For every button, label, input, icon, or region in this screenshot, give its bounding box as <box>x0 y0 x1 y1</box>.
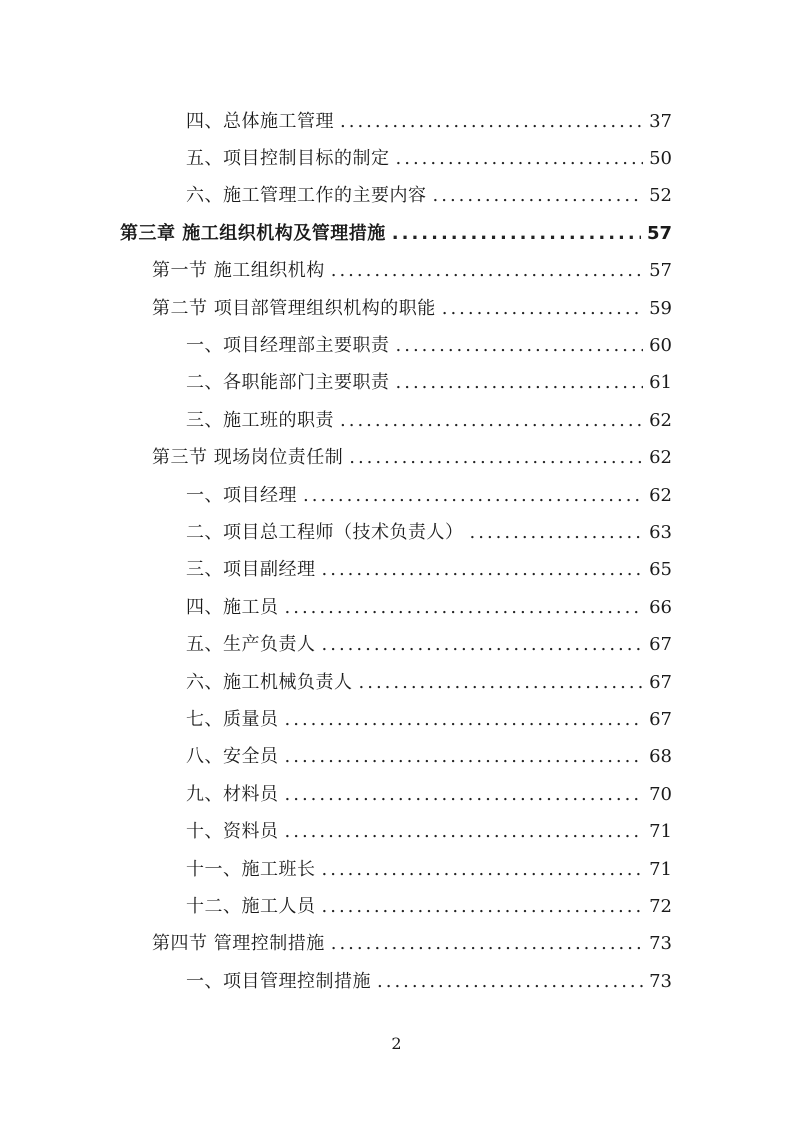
toc-entry-title: 一、项目经理 <box>186 484 297 506</box>
toc-entry-line <box>152 929 793 955</box>
toc-dot-leader <box>322 896 644 917</box>
toc-entry[interactable] <box>0 624 793 661</box>
toc-entry[interactable] <box>0 176 793 213</box>
toc-dot-leader <box>331 260 643 281</box>
toc-entry[interactable] <box>0 924 793 961</box>
toc-dot-leader <box>340 111 643 132</box>
toc-entry-line <box>186 107 793 133</box>
toc-entry[interactable] <box>0 363 793 400</box>
toc-entry-line <box>186 144 793 170</box>
toc-dot-leader <box>396 148 644 169</box>
toc-entry[interactable] <box>0 251 793 288</box>
toc-entry-line <box>186 780 793 806</box>
toc-entry-page: 65 <box>649 559 672 581</box>
toc-entry-line <box>120 219 793 245</box>
toc-entry-page: 37 <box>649 110 672 132</box>
toc-dot-leader <box>396 372 644 393</box>
toc-entry-page: 59 <box>649 297 672 319</box>
toc-entry[interactable] <box>0 138 793 175</box>
toc-entry-line <box>186 855 793 881</box>
toc-entry-page: 66 <box>649 596 672 618</box>
toc-entry-page: 57 <box>646 222 672 244</box>
toc-entry-title: 八、安全员 <box>186 746 279 768</box>
toc-entry[interactable] <box>0 475 793 512</box>
toc-entry-line <box>186 742 793 768</box>
toc-dot-leader <box>303 485 643 506</box>
toc-entry[interactable] <box>0 849 793 886</box>
toc-entry-title: 十、资料员 <box>186 821 279 843</box>
toc-entry[interactable] <box>0 400 793 437</box>
toc-entry-line <box>186 555 793 581</box>
toc-entry-title: 第二节 项目部管理组织机构的职能 <box>152 297 436 319</box>
toc-dot-leader <box>285 597 644 618</box>
toc-entry-line <box>186 705 793 731</box>
toc-entry-title: 一、项目管理控制措施 <box>186 970 371 992</box>
table-of-contents <box>0 101 793 998</box>
toc-dot-leader <box>285 784 644 805</box>
toc-entry-page: 67 <box>649 634 672 656</box>
toc-entry[interactable] <box>0 213 793 250</box>
toc-entry-title: 三、施工班的职责 <box>186 409 334 431</box>
toc-entry-title: 十一、施工班长 <box>186 858 316 880</box>
toc-entry-line <box>186 181 793 207</box>
toc-entry-page: 50 <box>649 148 672 170</box>
toc-dot-leader <box>285 746 644 767</box>
toc-dot-leader <box>470 522 644 543</box>
toc-entry-page: 68 <box>649 746 672 768</box>
toc-entry-line <box>186 630 793 656</box>
toc-entry-page: 71 <box>649 858 672 880</box>
toc-dot-leader <box>359 672 644 693</box>
toc-dot-leader <box>331 933 643 954</box>
toc-entry-title: 五、项目控制目标的制定 <box>186 148 390 170</box>
toc-entry-title: 第一节 施工组织机构 <box>152 260 325 282</box>
toc-entry-title: 二、项目总工程师（技术负责人） <box>186 521 464 543</box>
toc-entry-page: 67 <box>649 671 672 693</box>
toc-entry-line <box>152 443 793 469</box>
toc-entry-page: 73 <box>649 933 672 955</box>
toc-entry[interactable] <box>0 811 793 848</box>
toc-entry-page: 62 <box>649 484 672 506</box>
toc-dot-leader <box>322 634 644 655</box>
toc-entry-line <box>186 368 793 394</box>
toc-entry-title: 四、施工员 <box>186 596 279 618</box>
toc-entry-page: 61 <box>649 372 672 394</box>
toc-dot-leader <box>433 185 644 206</box>
toc-entry[interactable] <box>0 325 793 362</box>
page-number: 2 <box>391 1034 402 1053</box>
toc-entry[interactable] <box>0 512 793 549</box>
toc-entry[interactable] <box>0 550 793 587</box>
toc-entry-title: 四、总体施工管理 <box>186 110 334 132</box>
toc-entry-line <box>186 593 793 619</box>
toc-entry-page: 70 <box>649 783 672 805</box>
toc-entry-line <box>186 967 793 993</box>
toc-entry[interactable] <box>0 438 793 475</box>
toc-entry[interactable] <box>0 101 793 138</box>
toc-entry-title: 一、项目经理部主要职责 <box>186 335 390 357</box>
toc-entry-line <box>186 892 793 918</box>
toc-dot-leader <box>349 447 643 468</box>
toc-entry-line <box>152 294 793 320</box>
toc-entry-title: 二、各职能部门主要职责 <box>186 372 390 394</box>
toc-entry-page: 62 <box>649 447 672 469</box>
toc-dot-leader <box>392 223 641 244</box>
toc-dot-leader <box>322 859 644 880</box>
toc-entry-title: 第三节 现场岗位责任制 <box>152 447 344 469</box>
toc-entry[interactable] <box>0 587 793 624</box>
toc-entry-title: 六、施工管理工作的主要内容 <box>186 185 427 207</box>
toc-entry-page: 57 <box>649 260 672 282</box>
toc-entry-page: 62 <box>649 409 672 431</box>
toc-entry-page: 71 <box>649 821 672 843</box>
toc-entry[interactable] <box>0 699 793 736</box>
toc-entry-title: 七、质量员 <box>186 708 279 730</box>
toc-entry-line <box>186 406 793 432</box>
toc-entry-page: 67 <box>649 708 672 730</box>
toc-entry-line <box>152 256 793 282</box>
toc-entry-line <box>186 668 793 694</box>
toc-dot-leader <box>340 410 643 431</box>
toc-dot-leader <box>285 709 644 730</box>
toc-entry[interactable] <box>0 774 793 811</box>
toc-entry-line <box>186 817 793 843</box>
toc-entry-title: 第三章 施工组织机构及管理措施 <box>120 222 386 244</box>
toc-entry-title: 九、材料员 <box>186 783 279 805</box>
toc-entry[interactable] <box>0 961 793 998</box>
toc-entry-page: 73 <box>649 970 672 992</box>
toc-dot-leader <box>442 298 643 319</box>
toc-entry[interactable] <box>0 288 793 325</box>
toc-entry-line <box>186 481 793 507</box>
toc-entry-line <box>186 331 793 357</box>
toc-dot-leader <box>396 335 644 356</box>
toc-dot-leader <box>322 559 644 580</box>
toc-entry[interactable] <box>0 737 793 774</box>
toc-entry-title: 第四节 管理控制措施 <box>152 933 325 955</box>
toc-entry[interactable] <box>0 886 793 923</box>
toc-entry-page: 63 <box>649 521 672 543</box>
toc-entry[interactable] <box>0 662 793 699</box>
toc-entry-title: 六、施工机械负责人 <box>186 671 353 693</box>
toc-entry-page: 52 <box>649 185 672 207</box>
toc-entry-title: 十二、施工人员 <box>186 895 316 917</box>
toc-dot-leader <box>285 821 644 842</box>
toc-entry-page: 60 <box>649 335 672 357</box>
toc-entry-page: 72 <box>649 895 672 917</box>
toc-entry-title: 三、项目副经理 <box>186 559 316 581</box>
toc-entry-line <box>186 518 793 544</box>
toc-dot-leader <box>377 971 643 992</box>
toc-entry-title: 五、生产负责人 <box>186 634 316 656</box>
